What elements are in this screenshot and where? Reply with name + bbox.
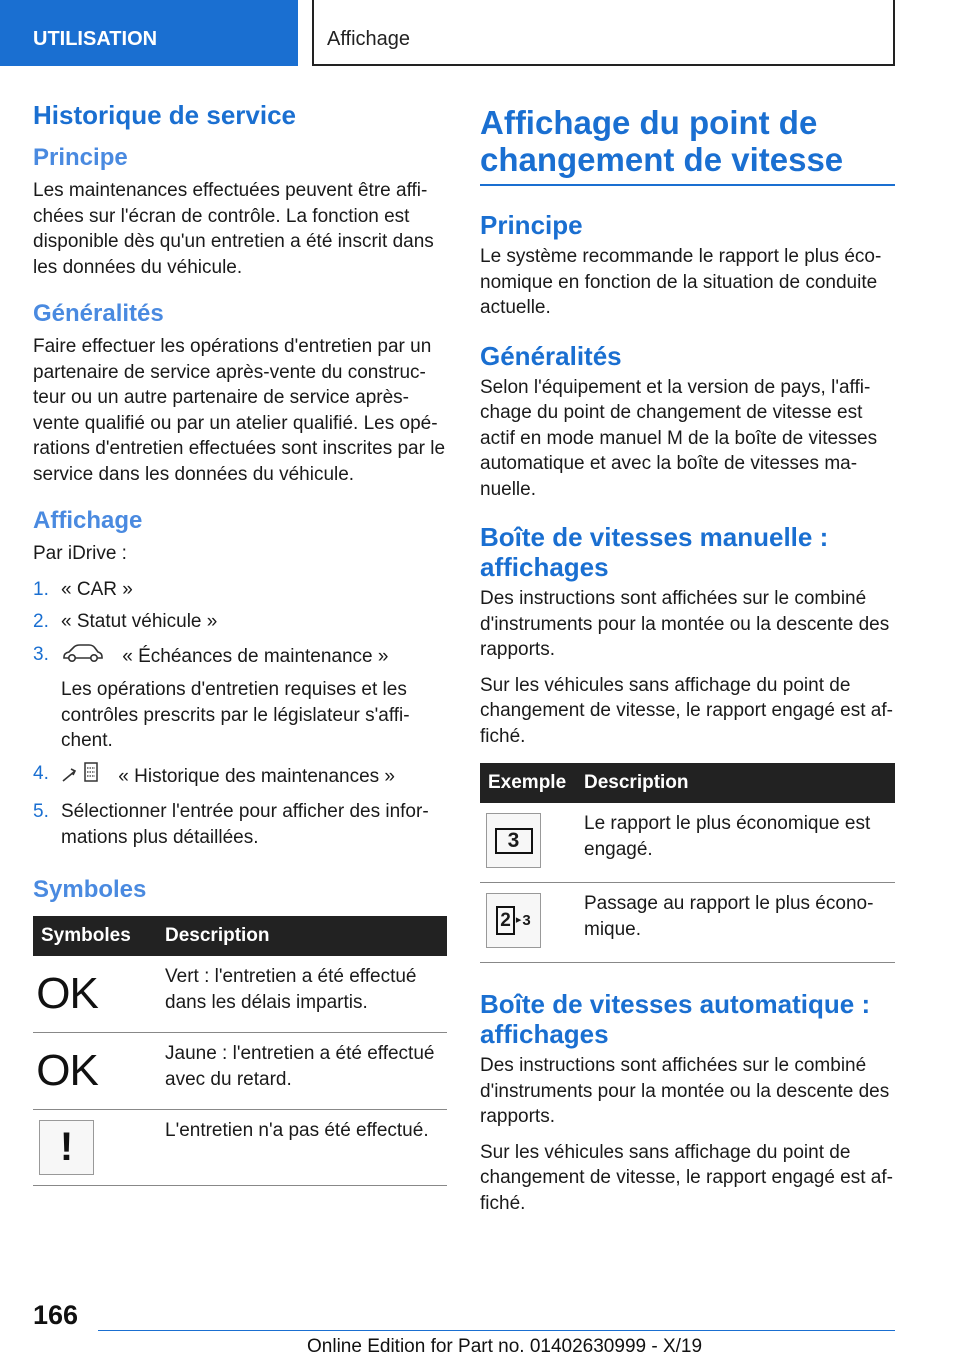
service-history-icon xyxy=(61,761,101,793)
manual-gearbox-heading: Boîte de vitesses manuelle : affichages xyxy=(480,522,829,582)
service-history-title: Historique de service xyxy=(33,100,296,130)
table-row: ! L'entretien n'a pas été effectué. xyxy=(33,1110,447,1186)
edition-note: Online Edition for Part no. 01402630999 - X/19 xyxy=(307,1336,703,1357)
generalites-text-right: Selon l'équipement et la version de pays, l'affichage du point de changement de vitesse est actif en mode manuel M de la boîte de vitesses automatique et avec la boîte de vitesses manuelle. xyxy=(480,376,878,500)
generalites-text: Faire effectuer les opérations d'entretien par un partenaire de service après-vente du constructeur ou un autre partenaire de service après-vente qualifié ou par un atelier qualifié. Les opérations d'entretien effectuées sont inscrites par le service dans les données du véhicule. xyxy=(33,336,446,485)
manual-gearbox-p2: Sur les véhicules sans affichage du point de changement de vitesse, le rapport engagé est affiché. xyxy=(480,674,893,747)
car-icon xyxy=(61,642,105,672)
upshift-indicator-icon: 2 ▸ 3 xyxy=(486,893,541,948)
automatic-gearbox-p2: Sur les véhicules sans affichage du point de changement de vitesse, le rapport engagé est affiché. xyxy=(480,1141,893,1214)
subsection-title: Affichage xyxy=(312,0,895,66)
affichage-heading: Affichage xyxy=(33,507,143,534)
step-1: 1. « CAR » xyxy=(33,578,133,600)
gear-shift-title: Affichage du point de changement de vitesse xyxy=(480,104,895,186)
exclamation-icon: ! xyxy=(39,1120,94,1175)
gear-example-table xyxy=(480,763,895,963)
section-tab: UTILISATION xyxy=(0,0,298,66)
step-5: 5. Sélectionner l'entrée pour afficher des informations plus détaillées. xyxy=(33,801,429,848)
gear-indicator-icon: 3 xyxy=(486,813,541,868)
ok-yellow-icon: OK xyxy=(36,1046,98,1096)
left-column xyxy=(33,100,447,1186)
manual-gearbox-p1: Des instructions sont affichées sur le combiné d'instruments pour la montée ou la descente des rapports. xyxy=(480,588,890,660)
principe-heading-right: Principe xyxy=(480,210,583,240)
page-number: 166 xyxy=(33,1300,79,1330)
principe-text-right: Le système recommande le rapport le plus économique en fonction de la situation de conduite actuelle. xyxy=(480,246,882,318)
idrive-steps xyxy=(33,577,447,851)
symbols-table xyxy=(33,916,447,1186)
step-3: 3. « Échéances de maintenance » Les opérations d'entretien requises et les contrôles prescrits par le législateur s'affichent. xyxy=(33,643,410,751)
step-2: 2. « Statut véhicule » xyxy=(33,611,218,632)
table-row: 2 ▸ 3 Passage au rapport le plus économique. xyxy=(480,883,895,963)
table-row: 3 Le rapport le plus économique est engagé. xyxy=(480,803,895,883)
table-row: OK Vert : l'entretien a été effectué dans les délais impartis. xyxy=(33,956,447,1033)
right-column xyxy=(480,104,895,1216)
generalites-heading: Généralités xyxy=(33,300,164,327)
automatic-gearbox-heading: Boîte de vitesses automatique : affichages xyxy=(480,989,871,1049)
symbols-col-header: Symboles xyxy=(33,916,157,956)
principe-heading: Principe xyxy=(33,144,128,171)
affichage-intro: Par iDrive : xyxy=(33,543,127,564)
table-row: OK Jaune : l'entretien a été effectué avec du retard. xyxy=(33,1033,447,1110)
ok-green-icon: OK xyxy=(36,969,98,1019)
automatic-gearbox-p1: Des instructions sont affichées sur le combiné d'instruments pour la montée ou la descente des rapports. xyxy=(480,1055,890,1127)
footer-divider xyxy=(98,1330,895,1331)
principe-text: Les maintenances effectuées peuvent être affichées sur l'écran de contrôle. La fonction est disponible dès qu'un entretien a été inscrit dans les données du véhicule. xyxy=(33,180,434,278)
description-col-header: Description xyxy=(576,763,895,803)
example-col-header: Exemple xyxy=(480,763,576,803)
symboles-heading: Symboles xyxy=(33,876,147,903)
description-col-header: Description xyxy=(157,916,447,956)
generalites-heading-right: Généralités xyxy=(480,340,622,371)
step-4: 4. « Historique des maintenances » xyxy=(33,761,447,793)
